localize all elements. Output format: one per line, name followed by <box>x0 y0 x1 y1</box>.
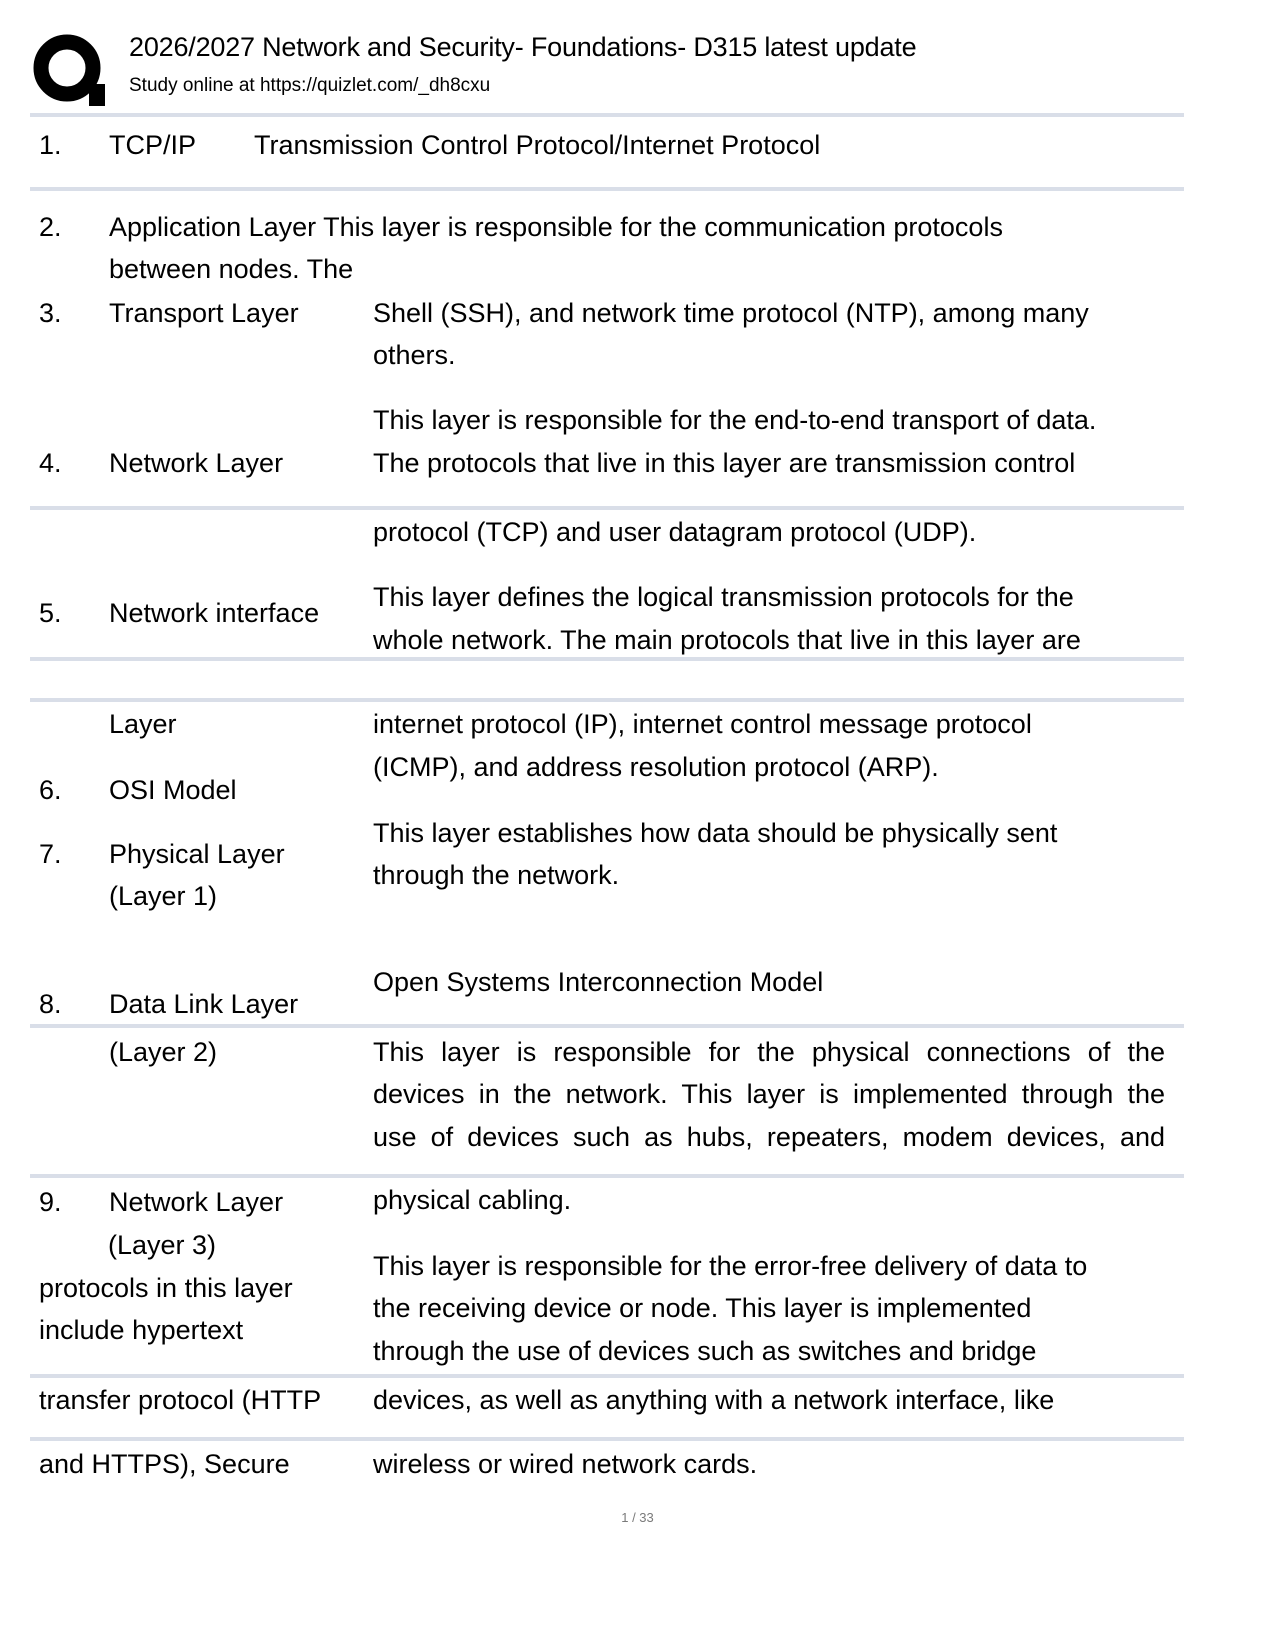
card-term-continued: (Layer 3) <box>108 1230 217 1260</box>
study-online-link[interactable]: Study online at https://quizlet.com/_dh8cxu <box>129 75 491 96</box>
card-definition: wireless or wired network cards. <box>373 1449 758 1479</box>
card-definition: This layer is responsible for the physical connections of the <box>373 1037 1165 1067</box>
card-definition: devices in the network. This layer is implemented through the <box>373 1079 1165 1109</box>
card-overflow-text: protocols in this layer <box>39 1273 293 1303</box>
card-term: TCP/IP <box>109 130 197 160</box>
card-number: 2. <box>39 212 62 242</box>
card-term: Network Layer <box>109 448 284 478</box>
divider <box>30 698 1184 702</box>
card-term: Network interface <box>109 598 320 628</box>
divider <box>30 1024 1184 1028</box>
card-definition: This layer establishes how data should be physically sent <box>373 818 1058 848</box>
divider <box>30 1174 1184 1178</box>
card-number: 3. <box>39 298 62 328</box>
card-term-continued: (Layer 2) <box>109 1037 218 1067</box>
card-term-continued: between nodes. The <box>109 254 354 284</box>
card-definition: Transmission Control Protocol/Internet Protocol <box>254 130 821 160</box>
quizlet-logo-icon <box>31 32 107 108</box>
card-definition: through the network. <box>373 860 620 890</box>
card-definition: This layer is responsible for the error-free delivery of data to <box>373 1251 1088 1281</box>
card-term: Transport Layer <box>109 298 299 328</box>
card-definition: devices, as well as anything with a network interface, like <box>373 1385 1055 1415</box>
page-indicator: 1 / 33 <box>621 1510 654 1525</box>
card-definition: internet protocol (IP), internet control message protocol <box>373 709 1032 739</box>
card-definition: (ICMP), and address resolution protocol (ARP). <box>373 752 939 782</box>
divider <box>30 113 1184 117</box>
card-number: 6. <box>39 775 62 805</box>
divider <box>30 657 1184 661</box>
card-definition: The protocols that live in this layer are transmission control <box>373 448 1076 478</box>
card-term-continued: (Layer 1) <box>109 881 218 911</box>
card-term-continued: Layer <box>109 709 177 739</box>
card-term: Data Link Layer <box>109 989 299 1019</box>
divider <box>30 187 1184 191</box>
divider <box>30 1437 1184 1441</box>
card-number: 5. <box>39 598 62 628</box>
card-number: 7. <box>39 839 62 869</box>
card-number: 4. <box>39 448 62 478</box>
card-overflow-text: and HTTPS), Secure <box>39 1449 290 1479</box>
card-overflow-text: transfer protocol (HTTP <box>39 1385 322 1415</box>
card-overflow-text: include hypertext <box>39 1315 244 1345</box>
card-definition: use of devices such as hubs, repeaters, modem devices, and <box>373 1122 1165 1152</box>
card-number: 8. <box>39 989 62 1019</box>
divider <box>30 1374 1184 1378</box>
card-definition: through the use of devices such as switches and bridge <box>373 1336 1037 1366</box>
card-definition: Open Systems Interconnection Model <box>373 967 824 997</box>
card-definition: This layer defines the logical transmission protocols for the <box>373 582 1074 612</box>
card-term: OSI Model <box>109 775 237 805</box>
card-definition: This layer is responsible for the end-to-end transport of data. <box>373 405 1097 435</box>
document-title: 2026/2027 Network and Security- Foundations- D315 latest update <box>129 32 917 62</box>
card-definition: Shell (SSH), and network time protocol (NTP), among many <box>373 298 1089 328</box>
card-definition: protocol (TCP) and user datagram protocol (UDP). <box>373 517 977 547</box>
card-definition: physical cabling. <box>373 1185 572 1215</box>
card-term: Network Layer <box>109 1187 284 1217</box>
card-definition: others. <box>373 340 456 370</box>
card-definition: whole network. The main protocols that live in this layer are <box>373 625 1081 655</box>
card-number: 9. <box>39 1187 62 1217</box>
card-definition: the receiving device or node. This layer is implemented <box>373 1293 1032 1323</box>
divider <box>30 506 1184 510</box>
card-term: Physical Layer <box>109 839 285 869</box>
card-term: Application Layer This layer is responsible for the communication protocols <box>109 212 1003 242</box>
card-number: 1. <box>39 130 62 160</box>
